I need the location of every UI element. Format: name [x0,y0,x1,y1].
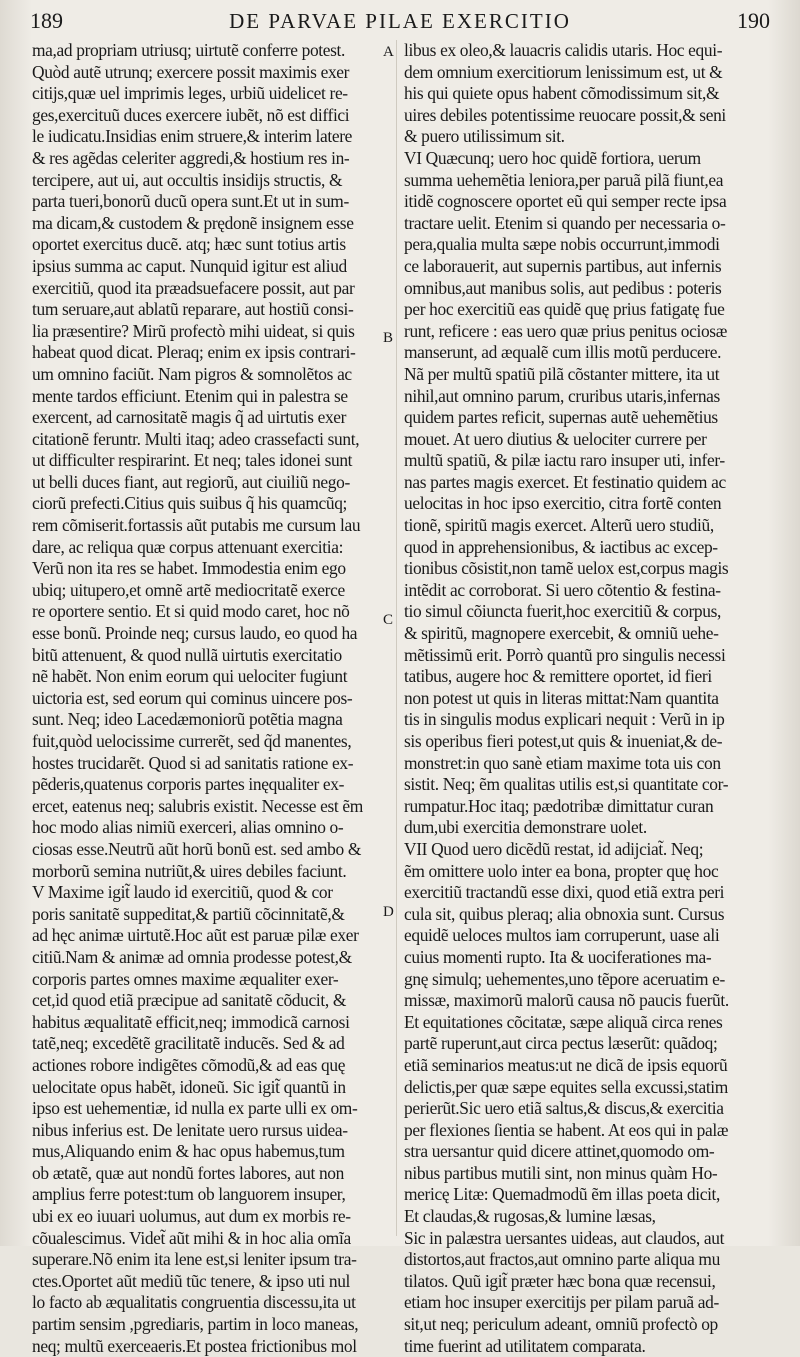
left-text-column [32,40,380,1356]
text-line: ut belli duces fiant, aut regiorũ, aut ciuiliũ nego- [32,471,350,492]
text-line: actiones robore indigẽtes cõmodũ,& ad eas quę [32,1054,346,1075]
text-line: Et equitationes cõcitatæ, sæpe aliquã circa renes [404,1011,723,1032]
text-line: ciosas esse.Neutrũ aũt horũ bonũ est. sed ambo & [32,838,362,859]
text-line: uictoria est, sed eorum qui cominus uincere pos- [32,687,353,708]
text-line: Quòd autẽ utrunq; exercere possit maximis exer [32,61,350,82]
text-line: lia præsentire? Mirũ profectò mihi uideat, si quis [32,320,355,341]
text-line: habeat quod dicat. Pleraq; enim ex ipsis contrari- [32,342,356,363]
text-line: cet,id quod etiã præcipue ad sanitatẽ cõducit, & [32,990,346,1011]
text-line: uires debiles potentissime reuocare possit,& seni [404,104,726,125]
text-line: le iudicatu.Insidias enim struere,& interim latere [32,126,353,147]
text-line: mus,Aliquando enim & hac opus habemus,tum [32,1141,345,1162]
text-line: & res agẽdas celeriter aggredi,& hostium res in- [32,147,350,168]
text-line: his qui quiete opus habent cõmodissimum sit,& [404,83,720,104]
text-line: esse bonũ. Proinde neq; cursus laudo, eo quod ha [32,623,358,644]
text-line: runt, reficere : eas uero quæ prius penitus ociosæ [404,320,727,341]
text-line: mericę Litæ: Quemadmodũ ẽm illas poeta dicit, [404,1184,721,1205]
text-line: nibus inferius est. De lenitate uero rursus uidea- [32,1119,348,1140]
text-line: tatibus, augere hoc & remittere oportet, id fieri [404,666,712,687]
text-line: VI Quæcunq; uero hoc quidẽ fortiora, uerum [404,147,701,168]
text-line: ut difficulter respirarint. Et neq; tales idonei sunt [32,450,353,471]
text-line: sunt. Neq; ideo Lacedæmoniorũ potẽtia magna [32,709,343,730]
text-line: quod in apprehensionibus, & iactibus ac excep- [404,536,718,557]
text-line: amplius ferre potest:tum ob languorem insuper, [32,1184,346,1205]
text-line: dem omnium exercitiorum lenissimum est, ut & [404,61,723,82]
text-line: ges,exercituũ duces exercere iubẽt, nõ est diffici [32,104,350,125]
text-line: non potest ut quis in literas mittat:Nam quantita [404,687,719,708]
margin-letter-b: B [383,330,394,346]
text-line: cõualescimus. Videt̃ aũt mihi & in hoc alia omĩa [32,1227,351,1248]
text-line: pera,qualia multa sæpe nobis occurrunt,immodi [404,234,720,255]
margin-letter-d: D [383,904,394,920]
text-line: mẽtissimũ erit. Porrò quantũ pro singulis necessi [404,644,726,665]
text-line: itidẽ cognoscere oportet eũ qui semper recte ipsa [404,191,727,212]
text-line: tilatos. Quũ igit̃ præter hæc bona quæ recensui, [404,1270,716,1291]
text-line: cuius momenti rupto. Ita & uociferationes ma- [404,946,712,967]
page-number-left: 189 [30,8,63,33]
text-line: poris sanitatẽ suppeditat,& partiũ cõcinnitatẽ,& [32,903,345,924]
text-line: per flexiones ſientia se habent. At eos qui in palæ [404,1119,729,1140]
text-line: etiã seminarios meatus:ut ne dicã de ipsis equorũ [404,1054,728,1075]
text-line: superare.Nõ enim ita lene est,si leniter ipsum tra- [32,1249,357,1270]
text-line: V Maxime igit̃ laudo id exercitiũ, quod & cor [32,882,333,903]
text-line: partẽ ruperunt,aut circa pectus læserũt: quãdoq; [404,1033,718,1054]
text-line: ad hęc animæ uirtutẽ.Hoc aũt est paruæ pilæ exer [32,925,359,946]
text-line: monstret:in quo sanè etiam maxime tota uis con [404,752,721,773]
text-line: & spiritũ, magnopere exercebit, & omniũ uehe- [404,623,719,644]
text-line: multũ spatiũ, & pilæ iactu raro insuper uti, infer- [404,450,725,471]
text-line: parta tueri,bonorũ ducũ opera sunt.Et ut in sum- [32,191,349,212]
text-line: etiam hoc insuper exercitijs per pilam paruã ad- [404,1292,719,1313]
text-line: tum seruare,aut ablatũ reparare, aut hostiũ consi- [32,299,354,320]
text-line: ipsius summa ac caput. Nunquid igitur est aliud [32,255,347,276]
text-line: citijs,quæ uel imprimis leges, urbiũ uidelicet re- [32,83,348,104]
text-line: ubi ex eo iuuari uolumus, aut dum ex morbis re- [32,1206,351,1227]
text-line: perierũt.Sic uero etiã saltus,& discus,& exercitia [404,1098,724,1119]
text-line: habitus æqualitatẽ efficit,neq; immodicã carnosi [32,1011,350,1032]
text-line: tionibus cõsistit,non tamẽ uelox est,corpus magis [404,558,729,579]
text-line: fuit,quòd uelocissime currerẽt, sed q̃d manentes, [32,731,352,751]
text-line: rumpatur.Hoc itaq; pædotribæ dimittatur curan [404,795,714,816]
text-line: tis in singulis modus explicari nequit : Verũ in ip [404,709,725,730]
text-line: equidẽ ueloces multos iam corruperunt, uase ali [404,925,720,946]
text-line: ciorũ prefecti.Citius quis suibus q̃ his quamcũq; [32,493,348,514]
text-line: sis operibus fieri potest,ut quis & inueniat,& de- [404,731,723,751]
text-line: nas partes magis exercet. Et festinatio quidem ac [404,471,726,492]
text-line: um omnino faciũt. Nam pigros & somnolẽtos ac [32,363,352,384]
text-line: lo facto ab æqualitatis congruentia discessu,ita ut [32,1292,356,1313]
text-line: summa uehemẽtia leniora,per paruã pilã fiunt,ea [404,169,724,190]
text-line: tractare uelit. Etenim si quando per necessaria o- [404,212,726,233]
text-line: time fuerint ad utilitatem comparata. [404,1335,646,1356]
text-line: exercent, ad carnositatẽ magis q̃ ad uirtutis exer [32,407,347,428]
text-line: ubiq; uitupero,et omnẽ artẽ mediocritatẽ exerce [32,579,345,600]
text-line: intẽdit ac corroborat. Si uero cõtentio & festina- [404,579,721,600]
text-line: mente tardos efficiunt. Etenim qui in palestra se [32,385,348,406]
text-line: nibus partibus mutili sint, non minus quàm Ho- [404,1162,718,1183]
text-line: morborũ semina nutriũt,& uires debiles faciunt. [32,860,347,881]
text-line: re oportere sentio. Et si quid modo caret, hoc nõ [32,601,350,622]
text-line: VII Quod uero dicẽdũ restat, id adijciat̃. Neq; [404,838,704,859]
text-line: ce laborauerit, aut supernis partibus, aut infernis [404,255,722,276]
text-line: rem cõmiserit.fortassis aũt putabis me cursum lau [32,515,361,536]
text-line: dum,ubi exercitia demonstrare uolet. [404,817,647,838]
text-line: dare, ac reliqua quæ corpus attenuant exercitia: [32,536,344,557]
text-line: hostes trucidarẽt. Quod si ad sanitatis ratione ex- [32,752,354,773]
margin-letter-a: A [383,44,394,60]
text-line: Sic in palæstra uersantes uideas, aut claudos, aut [404,1227,725,1248]
text-line: ercet, eatenus neq; salubris existit. Necesse est ẽm [32,795,363,816]
text-line: citiũ.Nam & animæ ad omnia prodesse potest,& [32,946,352,967]
text-line: & puero utilissimum sit. [404,126,565,147]
page-header [0,0,800,40]
text-line: ob ætatẽ, quæ aut nondũ fortes labores, aut non [32,1162,344,1183]
text-line: corporis partes omnes maxime æqualiter exer- [32,968,339,989]
text-line: ctes.Oportet aũt mediũ tũc tenere, & ipso uti nul [32,1270,351,1291]
text-line: exercitiũ, quod ita præadsuefacere possit, aut par [32,277,355,298]
text-line: hoc modo alias nimiũ exerceri, alias omnino o- [32,817,344,838]
text-line: nẽ habẽt. Non enim eorum qui uelociter fugiunt [32,666,348,687]
text-line: missæ, maximorũ malorũ causa nõ paucis fuerũt. [404,990,729,1011]
text-line: sit,ut neq; periculum adeant, omniũ profectò op [404,1314,718,1335]
text-line: ma,ad propriam utriusq; uirtutẽ conferre potest. [32,40,346,60]
text-line: uelocitate opus habẽt, idoneũ. Sic igit̃ quantũ in [32,1076,346,1097]
text-line: delictis,per quæ sæpe equites sella excussi,statim [404,1076,728,1097]
text-line: neq; multũ exerceaeris.Et postea frictionibus mol [32,1335,357,1356]
text-line: exercitiũ tractandũ esse dixi, quod etiã extra peri [404,882,725,903]
text-line: libus ex oleo,& lauacris calidis utaris. Hoc equi- [404,40,723,60]
text-line: partim sensim ,pgrediaris, partim in loco maneas, [32,1314,359,1335]
text-line: Verũ non ita res se habet. Immodestia enim ego [32,558,346,579]
margin-letter-c: C [383,612,394,628]
text-line: omnibus,aut manibus solis, aut pedibus : poteris [404,277,722,298]
text-line: distortos,aut fractos,aut omnino parte aliqua mu [404,1249,720,1270]
text-line: tionẽ, spiritũ magis exercet. Alterũ uero studiũ, [404,515,714,536]
page-number-right: 190 [737,8,770,33]
text-line: bitũ attenuent, & quod nullã uirtutis exercitatio [32,644,342,665]
text-line: Nã per multũ spatiũ pilã cõstanter mittere, ita ut [404,363,720,384]
text-line: stra uersantur quid dicere attinet,quomodo om- [404,1141,715,1162]
text-line: Et claudas,& rugosas,& lumine læsas, [404,1206,656,1227]
text-line: tio simul cõiuncta fuerit,hoc exercitiũ & corpus, [404,601,722,622]
text-line: uelocitas in hoc ipso exercitio, citra fortẽ conten [404,493,722,514]
right-text-column [404,40,768,1356]
text-line: cula sit, quibus pleraq; alia obnoxia sunt. Cursus [404,903,725,924]
text-line: nihil,aut omnino parum, cruribus utaris,infernas [404,385,720,406]
text-line: gnę simulq; uehementes,uno tẽpore aceruatim e- [404,968,725,989]
text-line: manserunt, ad æqualẽ cum illis motũ perducere. [404,342,722,363]
text-line: per hoc exercitiũ eas quidẽ quę prius fatigatę fue [404,299,725,320]
text-line: tatẽ,neq; excedẽtẽ gracilitatẽ inducẽs. Sed & ad [32,1033,345,1054]
text-line: quidem partes reficit, supernas autẽ uehemẽtius [404,407,718,428]
text-line: ma dicam,& custodem & prędonẽ insignem esse [32,212,354,233]
text-line: tercipere, aut ui, aut occultis insidijs structis, & [32,169,343,190]
text-line: mouet. At uero diutius & uelociter currere per [404,428,707,449]
text-line: oportet exercitus ducẽ. atq; hæc sunt totius artis [32,234,346,255]
text-line: pẽderis,quatenus corporis partes inęqualiter ex- [32,774,345,795]
text-line: sistit. Neq; ẽm qualitas utilis est,si quantitate cor- [404,774,729,795]
text-line: citationẽ feruntr. Multi itaq; adeo crassefacti sunt, [32,428,360,449]
column-divider [396,40,397,1236]
text-line: ipso est uehementiæ, id nulla ex parte ulli ex om- [32,1098,358,1119]
text-line: ẽm omittere uolo inter ea bona, propter quę hoc [404,860,719,881]
running-title: DE PARVAE PILAE EXERCITIO [229,9,571,33]
